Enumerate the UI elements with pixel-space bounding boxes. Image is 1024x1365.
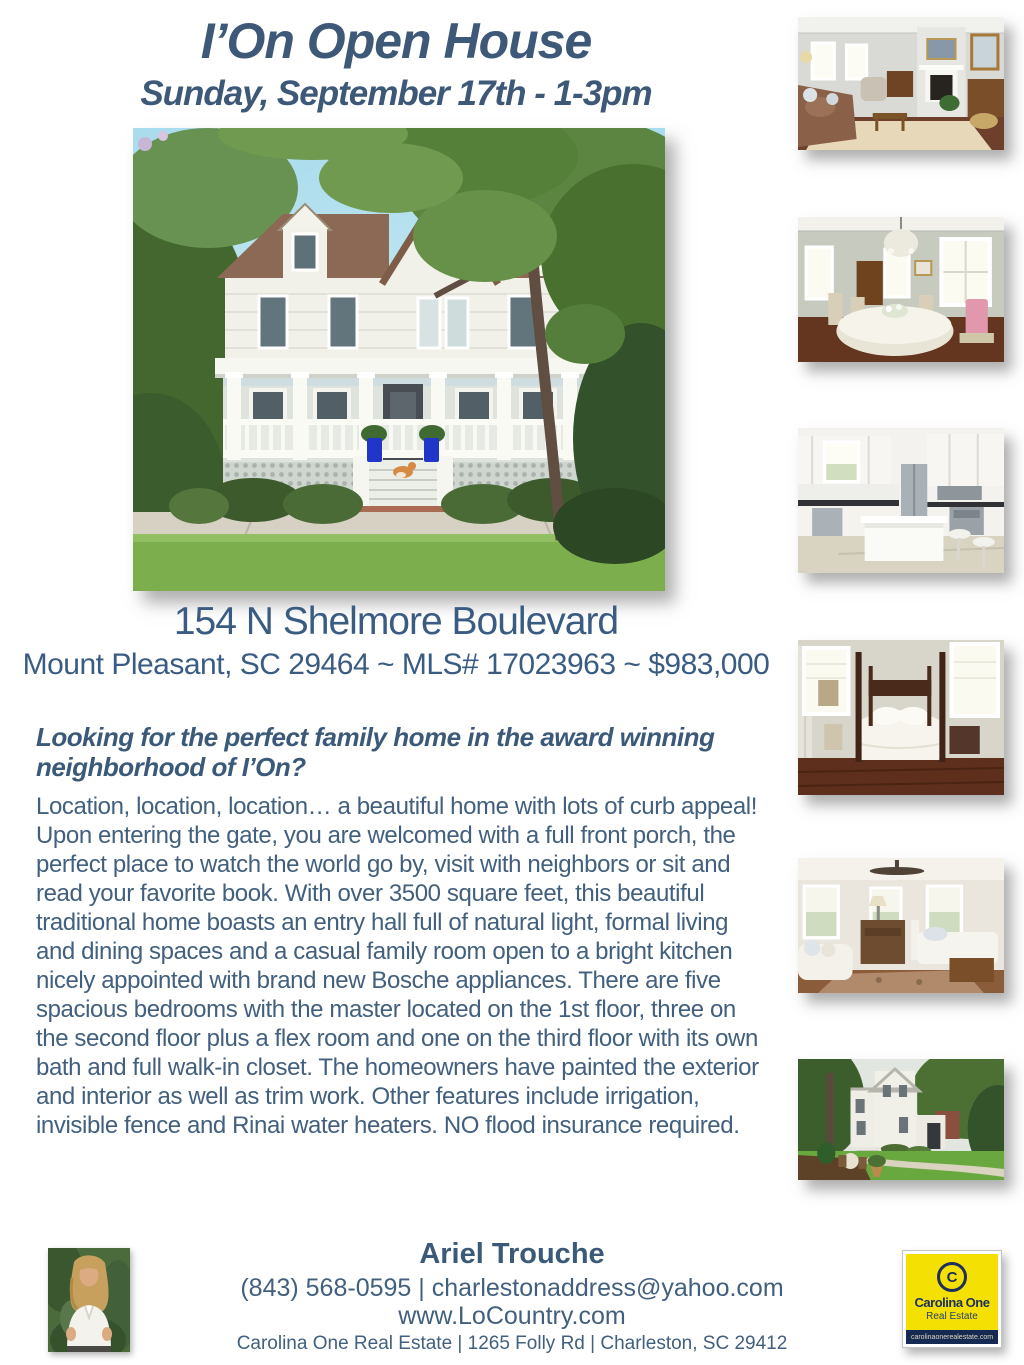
carolina-one-logo-yellow-panel [906, 1254, 998, 1330]
front-exterior-illustration [133, 128, 665, 591]
kitchen-photo [798, 428, 1004, 573]
logo-website-bar: carolinaonerealestate.com [906, 1330, 998, 1344]
event-datetime: Sunday, September 17th - 1-3pm [140, 74, 652, 113]
property-address: 154 N Shelmore Boulevard [173, 600, 619, 643]
carolina-one-c-icon: C [937, 1262, 967, 1292]
carolina-one-logo [902, 1250, 1002, 1348]
living-room-photo [798, 17, 1004, 150]
backyard-photo [798, 1059, 1004, 1180]
property-city-mls-price: Mount Pleasant, SC 29464 ~ MLS# 17023963 ~ $983,000 [22, 648, 770, 681]
dining-room-photo [798, 217, 1004, 362]
listing-description: Location, location, location… a beautiful home with lots of curb appeal! Upon entering the gate, you are welcomed with a full front porch, the perfect place to watch the world go by, visit with neighbors or sit and read your favorite book. With over 3500 square feet, this beautiful traditional home boasts an entry hall full of natural light, formal living and dining spaces and a casual family room open to a bright kitchen nicely appointed with brand new Bosche appliances. There are five spacious bedrooms with the master located on the 1st floor, three on the second floor plus a flex room and one on the third floor with its own bath and full walk-in closet. The homeowners have painted the exterior and interior as well as trim work. Other features include irrigation, invisible fence and Rinai water heaters. NO flood insurance required. [36, 793, 759, 1139]
listing-headline: Looking for the perfect family home in the award winning neighborhood of I’On? [36, 722, 715, 782]
agent-name: Ariel Trouche [419, 1238, 605, 1270]
master-bedroom-photo [798, 640, 1004, 795]
logo-tagline: Real Estate [926, 1311, 978, 1322]
logo-brand-name: Carolina One [914, 1295, 990, 1310]
front-exterior-photo [133, 128, 665, 591]
agent-website: www.LoCountry.com [398, 1302, 626, 1330]
office-address: Carolina One Real Estate | 1265 Folly Rd | Charleston, SC 29412 [236, 1333, 788, 1354]
agent-phone-email: (843) 568-0595 | charlestonaddress@yahoo.com [240, 1274, 784, 1302]
page-title: I’On Open House [200, 13, 592, 69]
guest-bedroom-photo [798, 858, 1004, 993]
